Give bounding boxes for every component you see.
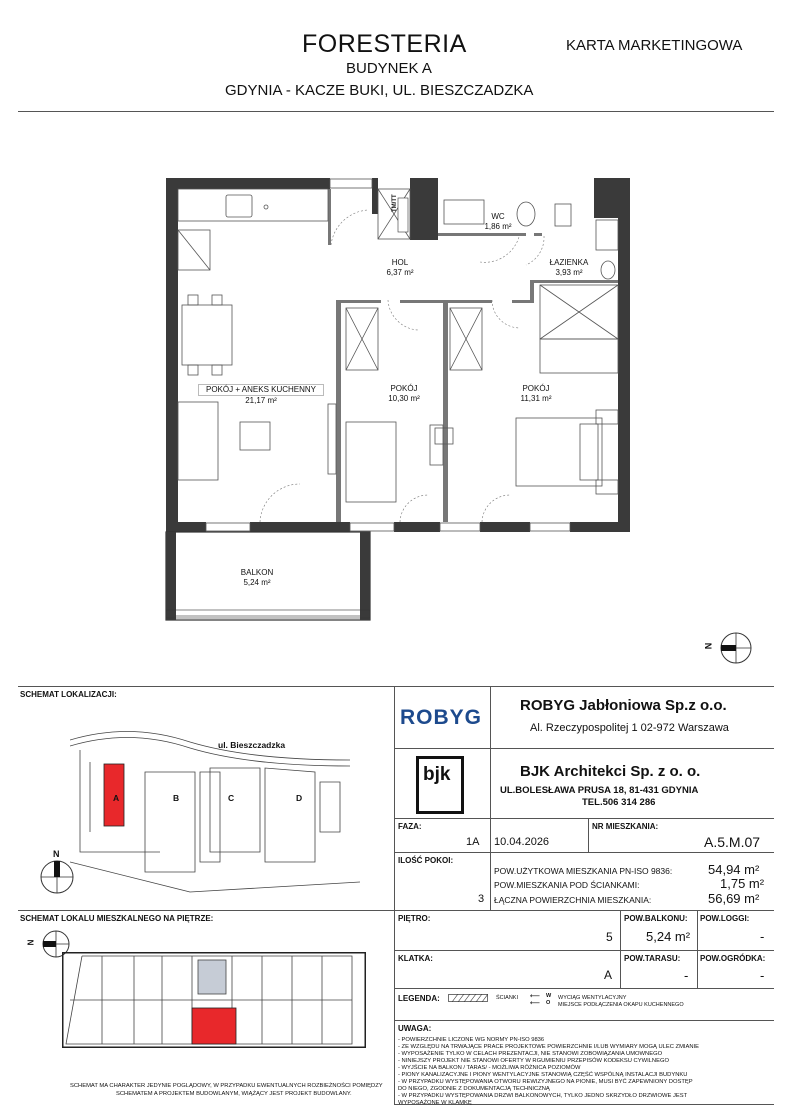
compass-letter: N bbox=[703, 642, 714, 650]
architect-logo: bjk bbox=[423, 764, 451, 785]
address-label: GDYNIA - KACZE BUKI, UL. BIESZCZADZKA bbox=[225, 82, 534, 99]
grid-v-faza2 bbox=[588, 818, 589, 852]
legend-label: LEGENDA: bbox=[398, 994, 440, 1003]
legend-hood-symbol: O bbox=[546, 1000, 551, 1006]
date-value: 10.04.2026 bbox=[494, 836, 550, 848]
stair-value: A bbox=[604, 968, 613, 982]
location-compass-letter: N bbox=[53, 849, 60, 859]
street-label: ul. Bieszczadzka bbox=[218, 740, 286, 750]
hood-arrow-icon: ⟵ bbox=[530, 1000, 541, 1007]
usable-area-label: POW.UŻYTKOWA MIESZKANIA PN-ISO 9836: bbox=[494, 866, 673, 876]
grid-row-rooms bbox=[394, 910, 774, 911]
grid-v-logo bbox=[490, 686, 491, 818]
header-divider bbox=[18, 111, 774, 112]
grid-row-logo2 bbox=[394, 818, 774, 819]
balcony-area-value: 5,24 m² bbox=[646, 929, 691, 944]
faza-label: FAZA: bbox=[398, 822, 422, 831]
terrace-area-label: POW.TARASU: bbox=[624, 954, 681, 963]
garden-area-label: POW.OGRÓDKA: bbox=[700, 954, 766, 963]
project-title: FORESTERIA bbox=[302, 30, 467, 58]
grid-v-floor2 bbox=[697, 910, 698, 988]
loggia-area-value: - bbox=[760, 929, 765, 944]
grid-v-faza1 bbox=[490, 818, 491, 910]
note-line: - W PRZYPADKU WYSTĘPOWANIA DRZWI BALKONOWYCH, TYLKO JEDNO SKRZYDŁO DRZWIOWE JEST WYPOSAŻONE W KLAMKĘ bbox=[398, 1093, 688, 1106]
floor-scheme-disclaimer-2: SCHEMATEM A PROJEKTEM BUDOWLANYM, WIĄŻĄCY JEST PROJEKT BUDOWLANY. bbox=[116, 1091, 352, 1097]
grid-row-stair bbox=[394, 988, 774, 989]
grid-row-logo1 bbox=[394, 748, 774, 749]
floor-label: PIĘTRO: bbox=[398, 914, 431, 923]
note-line: - WYJŚCIE NA BALKON / TARAS/ - MOŻLIWA RÓŻNICA POZIOMÓW bbox=[398, 1065, 581, 1071]
total-area-label: ŁĄCZNA POWIERZCHNIA MIESZKANIA: bbox=[494, 895, 652, 905]
under-walls-area-label: POW.MIESZKANIA POD ŚCIANKAMI: bbox=[494, 880, 640, 890]
floor-scheme-disclaimer-1: SCHEMAT MA CHARAKTER JEDYNIE POGLĄDOWY, W PRZYPADKU EWENTUALNYCH ROZBIEŻNOŚCI POMIĘDZY bbox=[70, 1083, 383, 1089]
grid-top bbox=[18, 686, 774, 687]
stair-label: KLATKA: bbox=[398, 954, 433, 963]
rooms-count-label: ILOŚĆ POKOI: bbox=[398, 856, 454, 865]
grid-row-legend bbox=[394, 1020, 774, 1021]
floor-scheme-title: SCHEMAT LOKALU MIESZKALNEGO NA PIĘTRZE: bbox=[20, 914, 214, 923]
developer-address: Al. Rzeczypospolitej 1 02-972 Warszawa bbox=[530, 722, 729, 734]
room-label-bathroom: ŁAZIENKA 3,93 m² bbox=[549, 258, 589, 277]
wall-hatch-icon bbox=[448, 994, 488, 1002]
note-line: - WYPOSAŻENIE TYLKO W CELACH PREZENTACJI, NIE STANOWI ZOBOWIĄZANIA UMOWNEGO bbox=[398, 1051, 663, 1057]
building-label: BUDYNEK A bbox=[346, 60, 432, 77]
legend-vent-symbol: W bbox=[546, 993, 552, 999]
note-line: - ZE WZGLĘDU NA TRWAJĄCE PRACE PROJEKTOWE POWIERZCHNIE I/LUB WYMIARY MOGĄ ULEC ZMIANIE bbox=[398, 1044, 700, 1050]
apartment-number-value: A.5.M.07 bbox=[704, 834, 761, 850]
grid-v-floor1 bbox=[620, 910, 621, 988]
room-label-living-kitchen: POKÓJ + ANEKS KUCHENNY 21,17 m² bbox=[198, 384, 324, 406]
note-line: - POWIERZCHNIE LICZONE WG NORMY PN-ISO 9836 bbox=[398, 1037, 545, 1043]
room-label-room-1: POKÓJ 10,30 m² bbox=[388, 384, 420, 403]
building-marker-c: C bbox=[228, 793, 235, 803]
total-area-value: 56,69 m² bbox=[708, 891, 760, 906]
developer-name: ROBYG Jabłoniowa Sp.z o.o. bbox=[520, 697, 727, 714]
apartment-number-label: NR MIESZKANIA: bbox=[592, 822, 659, 831]
grid-mid-left bbox=[18, 910, 394, 911]
balcony-area-label: POW.BALKONU: bbox=[624, 914, 688, 923]
notes-label: UWAGA: bbox=[398, 1024, 432, 1033]
note-line: - W PRZYPADKU WYSTĘPOWANIA OTWORU REWIZYJNEGO NA PIONIE, MUSI BYĆ ZAPEWNIONY DOSTĘP DO NIEGO, ZGODNIE Z DOKUMENTACJĄ TECHNICZNĄ bbox=[398, 1079, 693, 1092]
loggia-area-label: POW.LOGGI: bbox=[700, 914, 750, 923]
terrace-area-value: - bbox=[684, 968, 689, 983]
legend-walls: ŚCIANKI bbox=[496, 995, 519, 1001]
rooms-count-value: 3 bbox=[478, 893, 485, 905]
legend-vent: WYCIĄG WENTYLACYJNY bbox=[558, 995, 627, 1001]
room-label-room-2: POKÓJ 11,31 m² bbox=[520, 384, 552, 403]
shaft-label: TM/TT bbox=[392, 194, 398, 212]
location-title: SCHEMAT LOKALIZACJI: bbox=[20, 690, 117, 699]
room-label-balcony: BALKON 5,24 m² bbox=[240, 568, 274, 587]
location-compass-icon bbox=[38, 858, 76, 896]
floor-scheme-compass-letter: N bbox=[26, 939, 36, 946]
architect-name: BJK Architekci Sp. z o. o. bbox=[520, 763, 701, 780]
developer-logo: ROBYG bbox=[400, 706, 483, 729]
garden-area-value: - bbox=[760, 968, 765, 983]
compass-icon bbox=[718, 630, 754, 666]
usable-area-value: 54,94 m² bbox=[708, 862, 760, 877]
floor-value: 5 bbox=[606, 930, 613, 944]
card-type-label: KARTA MARKETINGOWA bbox=[566, 37, 743, 54]
room-label-hol: HOL 6,37 m² bbox=[386, 258, 414, 277]
under-walls-area-value: 1,75 m² bbox=[720, 876, 765, 891]
legend-hood: MIEJSCE PODŁĄCZENIA OKAPU KUCHENNEGO bbox=[558, 1002, 684, 1008]
architect-phone: TEL.506 314 286 bbox=[582, 797, 656, 808]
note-line: - PIONY KANALIZACYJNE I PIONY WENTYLACYJNE STANOWIĄ CZĘŚĆ WSPÓLNĄ INSTALACJI BUDYNKU bbox=[398, 1072, 688, 1078]
site-location-map bbox=[70, 712, 360, 902]
floor-scheme-map bbox=[62, 952, 366, 1048]
note-line: - NINIEJSZY PROJEKT NIE STANOWI OFERTY W RGUMIENIU PRZEPISÓW KODEKSU CYWILNEGO bbox=[398, 1058, 669, 1064]
architect-address: UL.BOLESŁAWA PRUSA 18, 81-431 GDYNIA bbox=[500, 785, 699, 796]
grid-row-faza bbox=[394, 852, 774, 853]
building-marker-d: D bbox=[296, 793, 303, 803]
building-marker-a: A bbox=[113, 793, 120, 803]
room-label-wc: WC 1,86 m² bbox=[484, 212, 512, 231]
building-marker-b: B bbox=[173, 793, 180, 803]
vent-arrow-icon: ⟵ bbox=[530, 993, 541, 1000]
faza-value: 1A bbox=[466, 836, 480, 848]
grid-row-floor bbox=[394, 950, 774, 951]
